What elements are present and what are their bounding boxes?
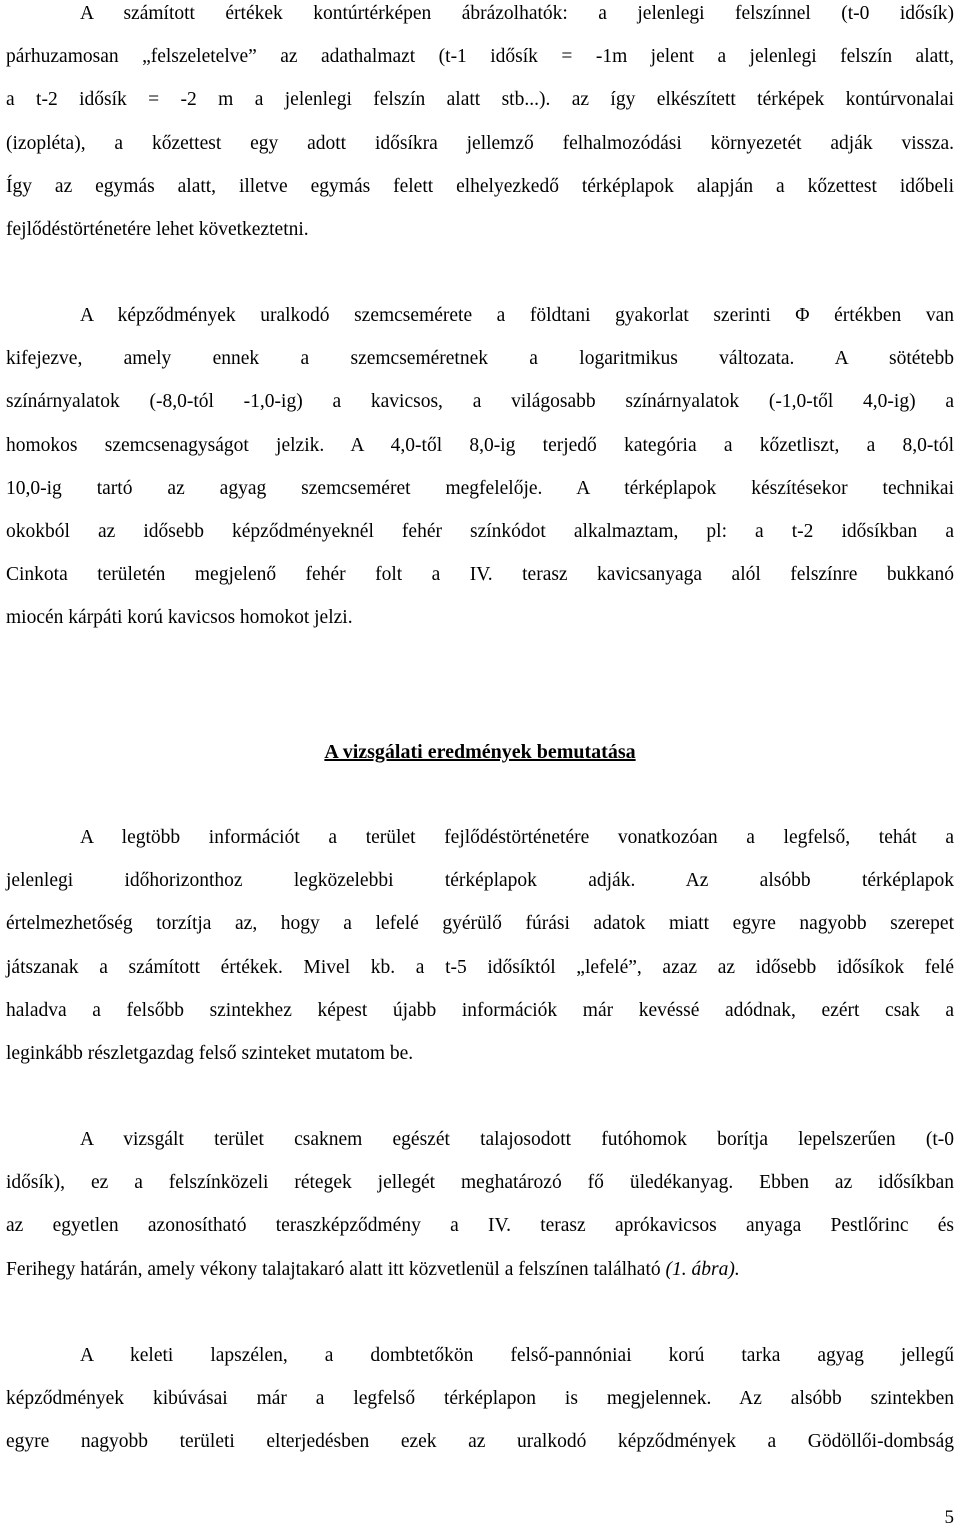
text-line: haladva a felsőbb szintekhez képest újabb információk már kevéssé adódnak, ezért csak a xyxy=(6,999,954,1021)
text-line: A számított értékek kontúrtérképen ábrázolhatók: a jelenlegi felszínnel (t-0 idősík) xyxy=(80,3,954,24)
text-line: A vizsgált terület csaknem egészét talajosodott futóhomok borítja lepelszerűen (t-0 xyxy=(80,1129,954,1150)
text-line: értelmezhetőség torzítja az, hogy a lefelé gyérülő fúrási adatok miatt egyre nagyobb szerepet xyxy=(6,913,954,935)
text-line-content: Ferihegy határán, amely vékony talajtakaró alatt itt közvetlenül a felszínen található xyxy=(6,1258,661,1280)
text-line: egyre nagyobb területi elterjedésben ezek az uralkodó képződmények a Gödöllői-dombság xyxy=(6,1431,954,1453)
page-number: 5 xyxy=(944,1507,954,1528)
paragraph-contour-maps xyxy=(6,0,954,251)
text-line: játszanak a számított értékek. Mivel kb. a t-5 idősíktól „lefelé”, azaz az idősebb idősíkok felé xyxy=(6,956,954,978)
text-line: A képződmények uralkodó szemcsemérete a földtani gyakorlat szerinti Φ értékben van xyxy=(80,305,954,326)
paragraph-information xyxy=(6,816,954,1075)
text-line: leginkább részletgazdag felső szinteket mutatom be. xyxy=(6,1042,414,1064)
text-line: színárnyalatok (-8,0-tól -1,0-ig) a kavicsos, a világosabb színárnyalatok (-1,0-től 4,0-ig) a xyxy=(6,391,954,413)
text-line: fejlődéstörténetére lehet következtetni. xyxy=(6,218,309,240)
paragraph-study-area xyxy=(6,1118,954,1291)
text-line: Így az egymás alatt, illetve egymás felett elhelyezkedő térképlapok alapján a kőzettest időbeli xyxy=(6,175,954,197)
paragraph-grain-size xyxy=(6,294,954,640)
text-line: okokból az idősebb képződményeknél fehér színkódot alkalmaztam, pl: a t-2 idősíkban a xyxy=(6,520,954,542)
text-line: párhuzamosan „felszeletelve” az adathalmazt (t-1 idősík = -1m jelent a jelenlegi felszín alatt, xyxy=(6,46,954,68)
text-line: képződmények kibúvásai már a legfelső térképlapon is megjelennek. Az alsóbb szintekben xyxy=(6,1388,954,1410)
text-line: A keleti lapszélen, a dombtetőkön felső-pannóniai korú tarka agyag jellegű xyxy=(80,1345,954,1366)
text-line: az egyetlen azonosítható teraszképződmény a IV. terasz aprókavicsos anyaga Pestlőrinc és xyxy=(6,1215,954,1237)
section-heading: A vizsgálati eredmények bemutatása xyxy=(324,741,636,763)
text-line: jelenlegi időhorizonthoz legközelebbi térképlapok adják. Az alsóbb térképlapok xyxy=(6,870,954,892)
text-line: kifejezve, amely ennek a szemcseméretnek a logaritmikus változata. A sötétebb xyxy=(6,348,954,370)
text-line: homokos szemcsenagyságot jelzik. A 4,0-től 8,0-ig terjedő kategória a kőzetliszt, a 8,0-tól xyxy=(6,434,954,456)
text-line: (izopléta), a kőzettest egy adott idősíkra jellemző felhalmozódási környezetét adják vissza. xyxy=(6,132,954,154)
text-line: A legtöbb információt a terület fejlődéstörténetére vonatkozóan a legfelső, tehát a xyxy=(80,827,954,848)
text-line: idősík), ez a felszínközeli rétegek jellegét meghatározó fő üledékanyag. Ebben az idősíkban xyxy=(6,1172,954,1194)
text-line xyxy=(6,1248,954,1291)
figure-reference: (1. ábra). xyxy=(665,1258,740,1280)
paragraph-eastern-edge xyxy=(6,1334,954,1464)
text-line: 10,0-ig tartó az agyag szemcseméret megfelelője. A térképlapok készítésekor technikai xyxy=(6,477,954,499)
text-line: miocén kárpáti korú kavicsos homokot jelzi. xyxy=(6,607,353,629)
text-line: Cinkota területén megjelenő fehér folt a IV. terasz kavicsanyaga alól felszínre bukkanó xyxy=(6,564,954,586)
text-line: a t-2 idősík = -2 m a jelenlegi felszín alatt stb...). az így elkészített térképek kontúrvonalai xyxy=(6,89,954,111)
